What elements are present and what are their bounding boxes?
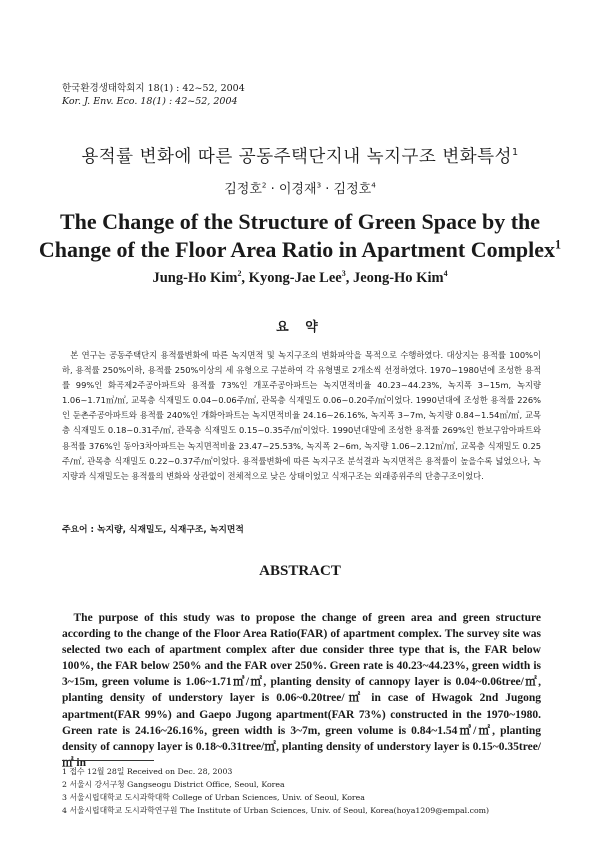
footnote-1: 1 접수 12월 28일 Received on Dec. 28, 2003: [62, 767, 233, 776]
author-en-3: Jeong-Ho Kim: [352, 270, 444, 286]
author-separator: ·: [266, 182, 279, 197]
title-english-line-2: Change of the Floor Area Ratio in Apartment Complex: [38, 237, 556, 262]
title-korean: [0, 143, 600, 168]
title-english: [0, 208, 600, 264]
author-ko-2-mark: 3: [316, 180, 322, 190]
footnote-divider: [62, 760, 154, 761]
journal-citation: [62, 82, 245, 108]
abstract-heading: ABSTRACT: [259, 563, 341, 579]
footnote-3: 3 서울시립대학교 도시과학대학 College of Urban Sciences, Univ. of Seoul, Korea: [62, 793, 365, 802]
footnotes: [62, 765, 489, 817]
author-ko-3-mark: 4: [371, 180, 376, 190]
author-en-1-mark: 2: [237, 269, 242, 279]
title-english-footnote-mark: 1: [555, 237, 562, 252]
footnote-2: 2 서울시 강서구청 Gangseogu District Office, Seoul, Korea: [62, 780, 285, 789]
author-ko-1: 김정호: [224, 182, 262, 197]
author-ko-2: 이경재: [278, 182, 317, 197]
authors-korean: [0, 178, 600, 197]
korean-abstract-body: 본 연구는 공동주택단지 용적률변화에 따른 녹지면적 및 녹지구조의 변화파악을 목적으로 수행하였다. 대상지는 용적률 100%이하, 용적률 250%이하, 용적률 250%이상의 세 유형으로 구분하여 각 유형별로 2개소씩 선정하였다. 1970~1980년에 조성한 용적률 99%인 화곡제2주공아파트와 용적률 73%인 개포주공아파트는 녹지면적비율 40.23~44.23%, 녹지폭 3~15m, 녹지량 1.06~1.71㎥/㎡, 교목층 식재밀도 0.04~0.06주/㎡, 관목층 식재밀도 0.06~0.20주/㎡이었다. 1990년대에 조성한 용적률 226%인 둔촌주공아파트와 용적률 240%인 개화아파트는 녹지면적비율 24.16~26.16%, 녹지폭 3~7m, 녹지량 0.84~1.54㎥/㎡, 교목층 식재밀도 0.18~0.31주/㎡, 관목층 식재밀도 0.15~0.35주/㎡이었다. 1990년대말에 조성한 용적률 269%인 한보구암아파트와 용적률 376%인 동아3차아파트는 녹지면적비율 23.47~25.53%, 녹지폭 2~6m, 녹지량 1.06~2.12㎥/㎡, 교목층 식재밀도 0.25주/㎡, 관목층 식재밀도 0.22~0.37주/㎡이었다. 용적률변화에 따른 녹지구조 분석결과 녹지면적은 용적률이 높을수록 넓었으나, 녹지량과 식재밀도는 용적률의 변화와 상관없이 전체적으로 낮은 상태이었고 식재구조는 외래종위주의 단층구조이었다.: [62, 350, 541, 481]
footnote-4: 4 서울시립대학교 도시과학연구원 The Institute of Urban Sciences, Univ. of Seoul, Korea(hoya1209@empal.com): [62, 806, 490, 815]
korean-keywords: 주요어 : 녹지량, 식재밀도, 식재구조, 녹지면적: [62, 525, 244, 535]
title-korean-footnote-mark: 1: [512, 147, 519, 159]
journal-citation-en: Kor. J. Env. Eco. 18(1) : 42~52, 2004: [62, 96, 238, 107]
author-en-2: Kyong-Jae Lee: [248, 270, 342, 286]
journal-citation-ko: 한국환경생태학회지 18(1) : 42~52, 2004: [62, 83, 245, 94]
english-abstract-body: The purpose of this study was to propose the change of green area and green structure according to the change of the Floor Area Ratio(FAR) of apartment complex. The survey site was selected two each of apartment complex after due consider three type that is, the FAR below 100%, the FAR below 250% and the FAR over 250%. Green rate is 40.23~44.23%, green width is 3~15m, green volume is 1.06~1.71㎥/㎡, planting density of cannopy layer is 0.04~0.06tree/㎡, planting density of understory layer is 0.06~0.20tree/㎡ in case of Hwagok 2nd Jugong apartment(FAR 99%) and Gaepo Jugong apartment(FAR 73%) constructed in the 1970~1980. Green rate is 24.16~26.16%, green width is 3~7m, green volume is 0.84~1.54㎥/㎡, planting density of cannopy layer is 0.18~0.31tree/㎡, planting density of understory layer is 0.15~0.35tree/㎡ in: [62, 612, 541, 769]
author-ko-1-mark: 2: [261, 180, 267, 190]
author-en-3-mark: 4: [443, 269, 448, 279]
title-english-line-1: The Change of the Structure of Green Space by the: [59, 209, 541, 234]
authors-english: [0, 270, 600, 287]
title-english-line-2-wrap: [0, 236, 600, 264]
korean-abstract-heading: 요 약: [276, 320, 324, 335]
author-en-1: Jung-Ho Kim: [152, 270, 238, 286]
author-en-separator: ,: [241, 270, 249, 286]
author-en-separator: ,: [345, 270, 353, 286]
author-separator: ·: [321, 182, 334, 197]
author-ko-3: 김정호: [333, 182, 372, 197]
author-en-2-mark: 3: [341, 269, 346, 279]
title-korean-text: 용적률 변화에 따른 공동주택단지내 녹지구조 변화특성: [81, 147, 512, 167]
